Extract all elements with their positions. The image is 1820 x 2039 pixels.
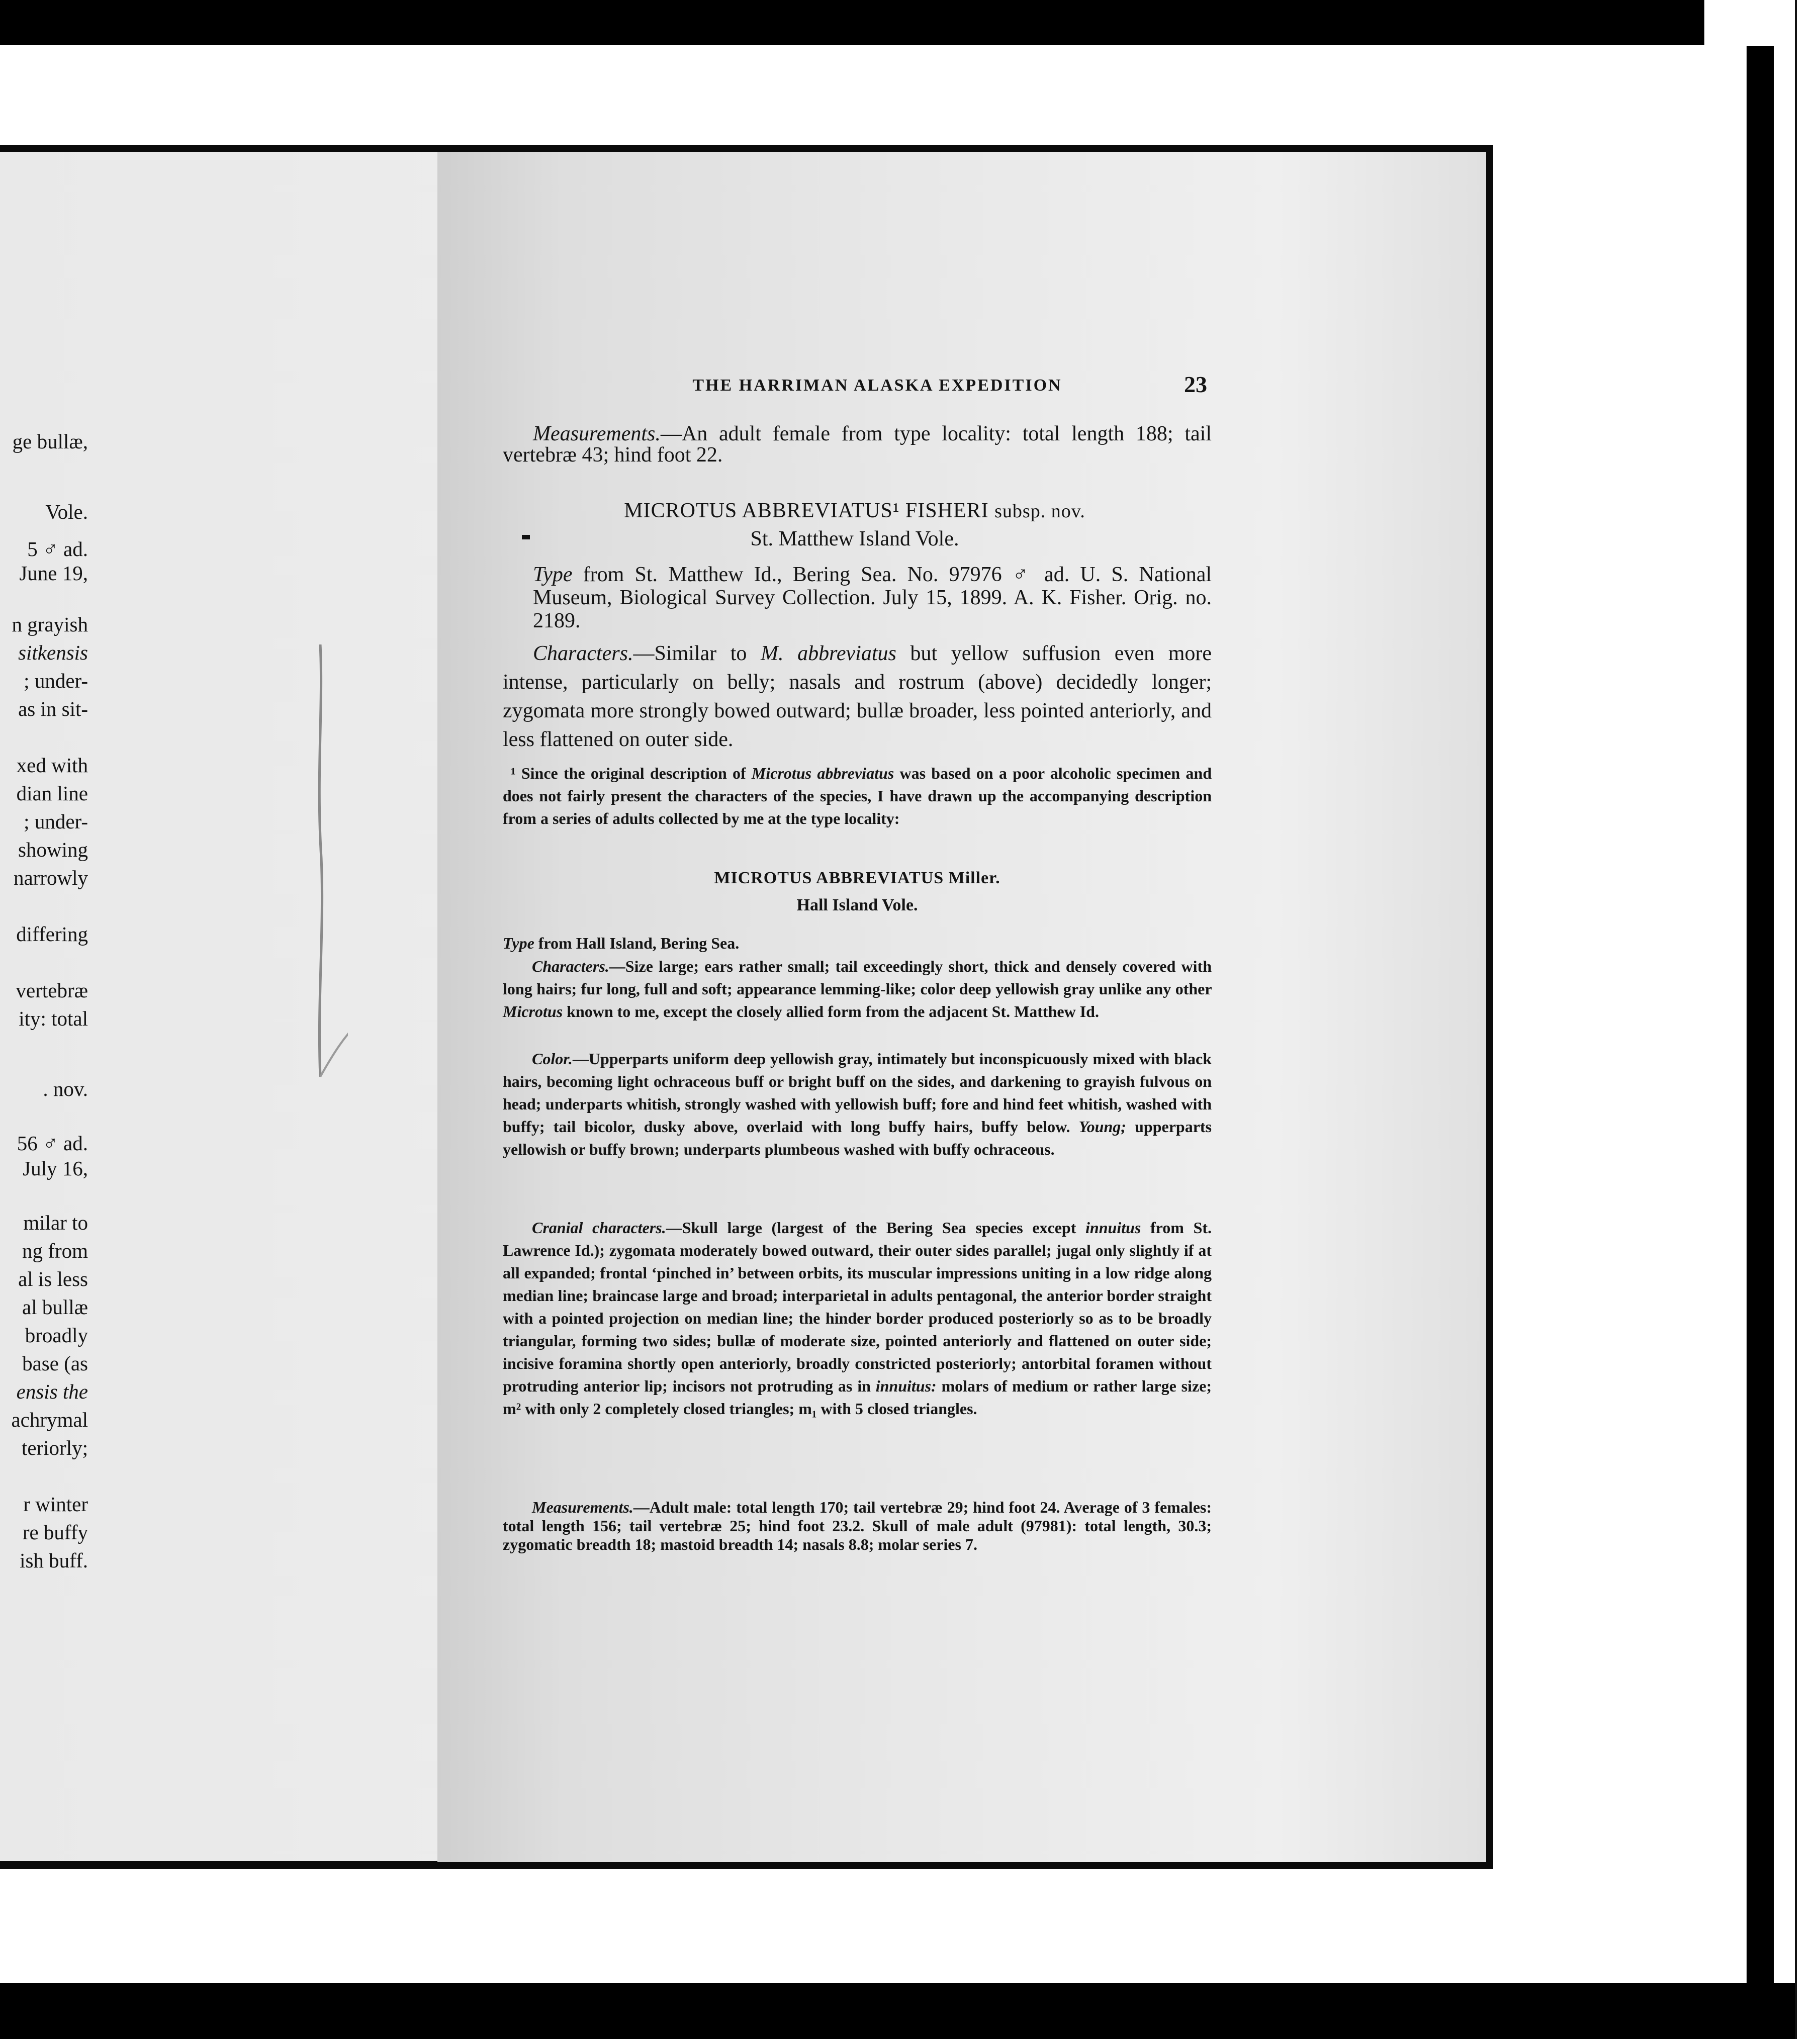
left-page-line: June 19,	[19, 562, 88, 585]
page-number: 23	[1184, 372, 1207, 397]
scanner-frame-right-edge	[1795, 0, 1820, 2039]
characters-label: Characters.	[532, 957, 609, 975]
abbreviatus-measurements	[503, 1498, 1212, 1554]
left-page-line: narrowly	[13, 866, 88, 889]
left-page-line: differing	[16, 922, 88, 946]
type-label: Type	[533, 563, 573, 586]
left-page-line: as in sit-	[18, 697, 88, 720]
color-text: —Upperparts uniform deep yellowish gray, intimately but inconspicuously mixed with black hairs, becoming light ochraceous buff or bright buff on the sides, and darkening to grayish fulvous on head; underparts whitish, strongly washed with yellowish buff; fore and hind feet whitish, washed with buffy; tail bicolor, dusky above, overlaid with long buffy hairs, buffy below.	[503, 1050, 1212, 1136]
species-title-suffix: subsp. nov.	[994, 501, 1085, 522]
footnote-text: was based on a poor alcoholic specimen and does not fairly present the characters of the species, I have drawn up the accompanying description from a series of adults collected by me at the type locality:	[503, 764, 1212, 827]
left-page-line: vertebræ	[16, 979, 88, 1002]
left-page-line: re buffy	[22, 1521, 88, 1544]
left-page-line: . nov.	[43, 1077, 88, 1100]
color-label: Color.	[532, 1050, 573, 1068]
left-page-line: milar to	[23, 1211, 88, 1234]
characters-text: —Size large; ears rather small; tail exceedingly short, thick and densely covered with long hairs; fur long, full and soft; appearance lemming-like; color deep yellowish gray unlike any other	[503, 957, 1212, 998]
cranial-text: molars of medium or rather large size; m² with only 2 completely closed triangles; m₁ with 5 closed triangles.	[503, 1377, 1212, 1418]
left-page-line: Vole.	[45, 500, 88, 523]
scanner-frame-top	[0, 0, 1704, 45]
characters-text: known to me, except the closely allied form from the adjacent St. Matthew Id.	[563, 1002, 1099, 1021]
characters-text: but yellow suffusion even more intense, particularly on belly; nasals and rostrum (above) decidedly longer; zygomata more strongly bowed outward; bullæ broader, less pointed anteriorly, and less flattened on outer side.	[503, 642, 1212, 751]
left-page-line: sitkensis	[18, 641, 88, 664]
left-page-line: July 16,	[23, 1157, 88, 1180]
species-title: MICROTUS ABBREVIATUS¹ FISHERI	[624, 499, 989, 522]
abbreviatus-common-name: Hall Island Vole.	[796, 896, 918, 914]
measurements-text: —Adult male: total length 170; tail vertebræ 29; hind foot 24. Average of 3 females: total length 156; tail vertebræ 25; hind foot 23.2. Skull of male adult (97981): total length, 30.3; zygomatic breadth 18; mastoid breadth 14; nasals 8.8; molar series 7.	[503, 1498, 1212, 1553]
left-page-line: showing	[18, 838, 88, 861]
measurements-label: Measurements.	[533, 422, 661, 445]
left-page-line: 5 ♂ ad.	[27, 537, 88, 561]
running-title: THE HARRIMAN ALASKA EXPEDITION	[692, 376, 1062, 395]
cranial-text: from St. Lawrence Id.); zygomata moderately bowed outward, their outer sides parallel; jugal only slightly if at all expanded; frontal ‘pinched in’ between orbits, its muscular impressions uniting in a low ridge along median line; braincase large and broad; interparietal in adults pentagonal, the anterior border straight with a pointed projection on median line; the hinder border produced posteriorly so as to be broadly triangular, forming two sides; bullæ of moderate size, pointed anteriorly and flattened on outer side; incisive foramina shortly open anteriorly, broadly constricted posteriorly; antorbital foramen without protruding anterior lip; incisors not protruding as in	[503, 1219, 1212, 1395]
fisheri-measurements	[503, 423, 1212, 466]
abbreviatus-type	[503, 932, 1212, 955]
left-page-line: al bullæ	[22, 1295, 88, 1319]
left-page-line: xed with	[16, 754, 88, 777]
left-page-line: broadly	[25, 1324, 88, 1347]
left-page-line: achrymal	[11, 1408, 88, 1431]
abbreviatus-characters	[503, 955, 1212, 1023]
young-label: Young;	[1078, 1118, 1126, 1136]
abbreviatus-heading: MICROTUS ABBREVIATUS Miller.	[714, 869, 1000, 887]
cranial-italic: innuitus:	[875, 1377, 937, 1395]
left-page-line: ensis the	[16, 1380, 88, 1403]
fisheri-type	[503, 563, 1212, 632]
measurements-label: Measurements.	[532, 1498, 633, 1516]
left-page-line: ity: total	[19, 1007, 88, 1030]
cranial-italic: innuitus	[1085, 1219, 1141, 1237]
measurements-text: —An adult female from type locality: total length 188; tail vertebræ 43; hind foot 22.	[503, 422, 1212, 467]
characters-label: Characters.	[533, 642, 633, 665]
characters-italic: M. abbreviatus	[761, 642, 896, 665]
left-page-line: n grayish	[12, 613, 88, 636]
type-text: from Hall Island, Bering Sea.	[534, 934, 740, 952]
left-page-line: al is less	[18, 1267, 88, 1290]
left-page-line: ; under-	[24, 810, 88, 833]
left-page-line: ; under-	[24, 669, 88, 692]
young-text: upperparts yellowish or buffy brown; underparts plumbeous washed with buffy ochraceous.	[503, 1118, 1212, 1158]
abbreviatus-cranial	[503, 1217, 1212, 1420]
cranial-label: Cranial characters.	[532, 1219, 666, 1237]
fisheri-characters	[503, 639, 1212, 754]
fisheri-common-name: St. Matthew Island Vole.	[750, 527, 959, 550]
fisheri-heading	[533, 499, 1176, 523]
left-page-line: r winter	[23, 1493, 88, 1516]
characters-italic: Microtus	[503, 1002, 563, 1021]
cranial-text: —Skull large (largest of the Bering Sea species except	[666, 1219, 1086, 1237]
footnote-text: ¹ Since the original description of	[511, 764, 752, 782]
left-page-line: teriorly;	[21, 1436, 88, 1459]
type-text: from St. Matthew Id., Bering Sea. No. 97976 ♂ ad. U. S. National Museum, Biological Survey Collection. July 15, 1899. A. K. Fisher. Orig. no. 2189.	[533, 563, 1212, 632]
scanner-frame-bottom	[0, 1983, 1820, 2039]
left-page-line: ge bullæ,	[12, 430, 88, 453]
left-page-line: dian line	[16, 782, 88, 805]
left-page-line: 56 ♂ ad.	[17, 1132, 88, 1155]
type-label: Type	[503, 934, 534, 952]
left-page-line: base (as	[22, 1352, 88, 1375]
footnote-italic: Microtus abbreviatus	[751, 764, 894, 782]
abbreviatus-color	[503, 1048, 1212, 1161]
binding-thread-icon	[293, 644, 348, 1082]
characters-text: —Similar to	[633, 642, 761, 665]
ink-spot	[522, 535, 530, 539]
scanner-frame-right-bar	[1747, 46, 1774, 1987]
footnote-intro	[503, 762, 1212, 830]
left-page-line: ng from	[22, 1239, 88, 1262]
left-page-line: ish buff.	[20, 1549, 88, 1572]
